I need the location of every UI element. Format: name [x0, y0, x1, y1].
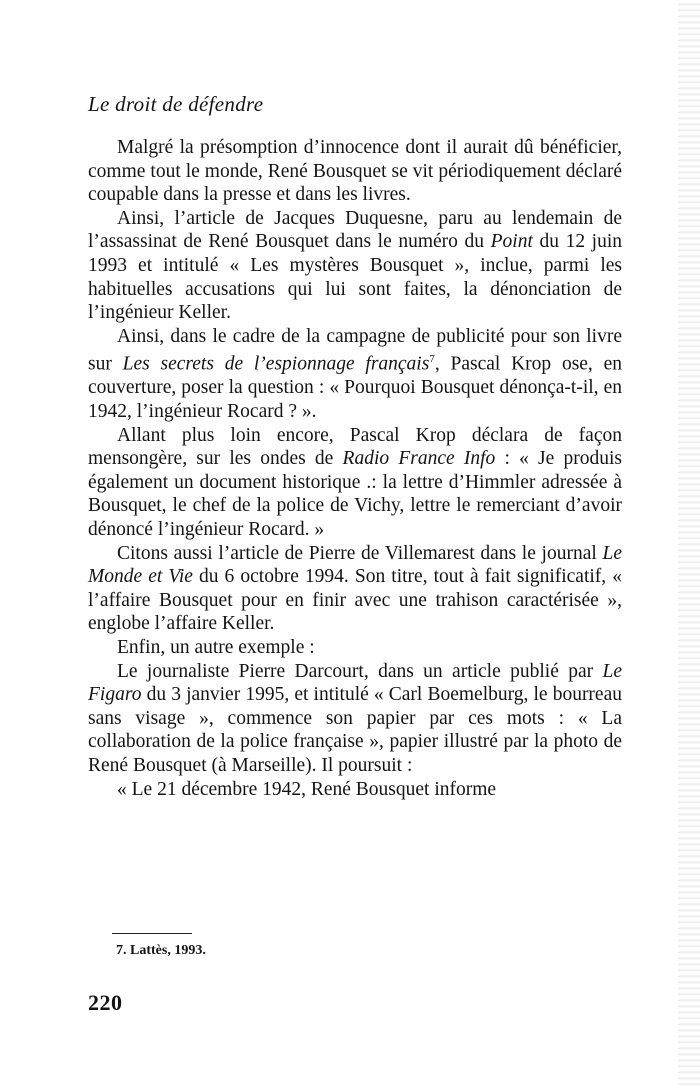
paragraph [88, 778, 622, 802]
footnote-marker: 7 [429, 353, 435, 366]
italic-title: Point [490, 231, 533, 253]
italic-title: Radio France Info [342, 448, 496, 470]
paragraph [88, 660, 622, 778]
text-run: Ainsi, l’article de Jacques Duquesne, paru au lendemain de l’assassinat de René Bousquet dans le numéro du [88, 207, 622, 253]
page-number: 220 [88, 990, 123, 1015]
text-run: Enfin, un autre exemple : [117, 636, 315, 658]
footnote: 7. Lattès, 1993. [116, 943, 206, 958]
running-head: Le droit de défendre [88, 92, 264, 116]
italic-title: Le Figaro [88, 660, 622, 706]
footnote-rule [112, 933, 192, 934]
text-run: Ainsi, dans le cadre de la campagne de publicité pour son livre sur [88, 325, 622, 375]
italic-title: Le Monde et Vie [88, 542, 622, 588]
paragraph [88, 207, 622, 325]
text-run: du 3 janvier 1995, et intitulé « Carl Boemelburg, le bourreau sans visage », commence son papier par ces mots : « La collaboration de la police française », papier illustré par la photo de René Bousquet (à Marseille). Il poursuit : [88, 684, 622, 776]
body-text [88, 136, 622, 801]
paragraph [88, 542, 622, 636]
paragraph [88, 424, 622, 542]
paragraph [88, 325, 622, 424]
text-run: Allant plus loin encore, Pascal Krop déclara de façon mensongère, sur les ondes de [88, 424, 622, 470]
text-run: Malgré la présomption d’innocence dont il aurait dû bénéficier, comme tout le monde, René Bousquet se vit périodiquement déclaré coupable dans la presse et dans les livres. [88, 137, 622, 206]
text-run: du 12 juin 1993 et intitulé « Les mystères Bousquet », inclue, parmi les habituelles accusations qui lui sont faites, la dénonciation de l’ingénieur Keller. [88, 231, 623, 324]
paragraph [88, 636, 622, 660]
italic-title: Les secrets de l’espionnage français [122, 353, 430, 375]
text-run: , Pascal Krop ose, en couverture, poser la question : « Pourquoi Bousquet dénonça-t-il, en 1942, l’ingénieur Rocard ? ». [88, 353, 622, 423]
text-run: du 6 octobre 1994. Son titre, tout à fait significatif, « l’affaire Bousquet pour en finir avec une trahison caractérisée », englobe l’affaire Keller. [88, 566, 622, 635]
text-run: Le journaliste Pierre Darcourt, dans un article publié par [117, 660, 603, 682]
text-run: « Le 21 décembre 1942, René Bousquet informe [117, 778, 497, 800]
text-run: : « Je produis également un document historique .: la lettre d’Himmler adressée à Bousquet, le chef de la police de Vichy, lettre le remerciant d’avoir dénoncé l’ingénieur Rocard. » [88, 448, 622, 540]
page-edge-shadow [678, 0, 700, 1085]
text-run: Citons aussi l’article de Pierre de Villemarest dans le journal [117, 542, 603, 564]
paragraph [88, 136, 622, 207]
